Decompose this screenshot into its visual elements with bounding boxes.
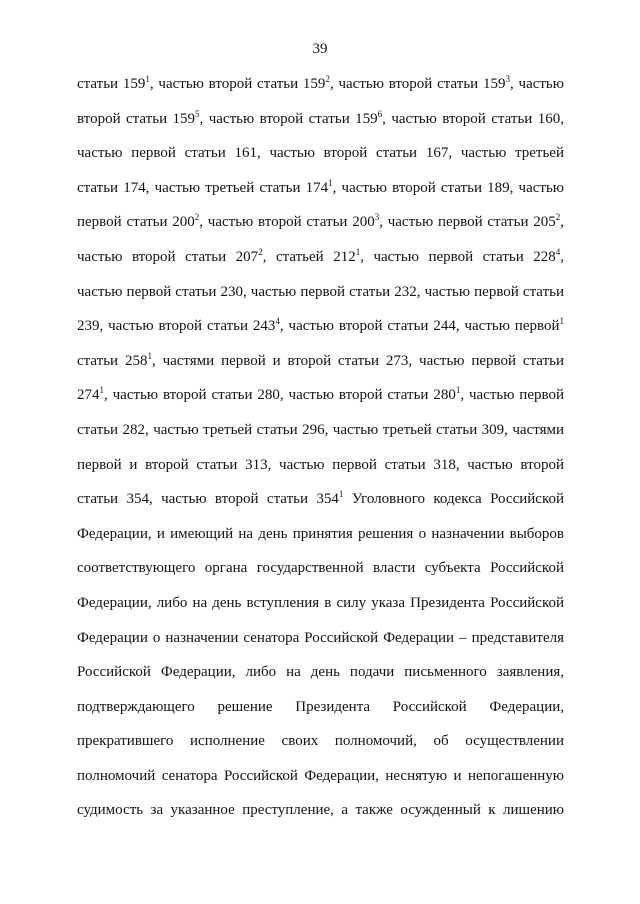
text-line [77, 108, 564, 143]
text-run: Федерации, и имеющий на день принятия решения о назначении выборов [77, 525, 564, 542]
text-run: , [560, 214, 564, 231]
superscript: 1 [145, 74, 150, 84]
text-run: Уголовного кодекса Российской [343, 491, 565, 508]
text-run: статьи 354, частью второй статьи 354 [77, 491, 339, 508]
text-line [77, 211, 564, 246]
superscript: 5 [195, 108, 200, 119]
text-run: , частью первой [460, 387, 564, 404]
text-run: , частью второй статьи 159 [329, 76, 506, 92]
text-run: , частью второй статьи 200 [199, 214, 375, 231]
text-line [77, 73, 564, 108]
text-run: , частью второй статьи 244, частью первой [279, 318, 560, 335]
superscript: 4 [555, 246, 561, 257]
text-line [77, 557, 564, 592]
text-line [77, 765, 564, 800]
text-line [77, 696, 564, 731]
text-run: , частью второй статьи 189, частью [332, 179, 564, 196]
text-run: соответствующего органа государственной власти субъекта Российской [77, 560, 564, 577]
text-line [77, 315, 564, 350]
text-line [77, 730, 564, 765]
superscript: 1 [328, 177, 333, 188]
text-run: , частью второй статьи 159 [199, 110, 378, 127]
text-run: Федерации о назначении сенатора Российской Федерации – представителя [77, 629, 564, 646]
text-line [77, 419, 564, 454]
body-text [77, 73, 564, 834]
text-run: частью второй статьи 207 [77, 248, 259, 265]
text-line [77, 592, 564, 627]
text-run: , частью второй статьи 280, частью второй статьи 280 [104, 387, 456, 404]
superscript: 2 [325, 74, 330, 84]
text-line [77, 281, 564, 316]
text-run: 239, частью второй статьи 243 [77, 318, 276, 335]
superscript: 1 [338, 489, 344, 500]
text-line [77, 523, 564, 558]
superscript: 2 [555, 212, 561, 223]
text-run: статьи 282, частью третьей статьи 296, частью третьей статьи 309, частями [77, 421, 564, 438]
text-line [77, 627, 564, 662]
text-run: , частью первой статьи 205 [379, 214, 556, 231]
superscript: 1 [559, 316, 564, 327]
text-run: Российской Федерации, либо на день подачи письменного заявления, [77, 664, 564, 681]
text-run: , частью первой статьи 228 [360, 248, 556, 265]
text-run: , частями первой и второй статьи 273, частью первой статьи [151, 352, 564, 369]
text-run: первой статьи 200 [77, 214, 195, 231]
superscript: 3 [374, 212, 380, 223]
text-run: , частью [509, 76, 564, 92]
text-run: второй статьи 159 [77, 110, 196, 127]
text-run: частью первой статьи 230, частью первой статьи 232, частью первой статьи [77, 283, 564, 300]
text-run: первой и второй статьи 313, частью первой статьи 318, частью второй [77, 456, 564, 473]
page-number: 39 [312, 41, 328, 57]
text-run: статьи 258 [77, 352, 148, 369]
text-run: полномочий сенатора Российской Федерации, неснятую и непогашенную [77, 767, 564, 784]
text-line [77, 454, 564, 489]
superscript: 6 [377, 108, 383, 119]
text-line [77, 350, 564, 385]
text-run: , [560, 248, 565, 265]
text-run: судимость за указанное преступление, а также осужденный к лишению [77, 802, 564, 819]
superscript: 1 [147, 350, 152, 361]
text-run: подтверждающего решение Президента Российской Федерации, [77, 698, 564, 715]
superscript: 4 [275, 316, 280, 327]
superscript: 2 [258, 246, 263, 257]
text-line [77, 488, 564, 523]
superscript: 1 [455, 385, 461, 396]
text-run: , статьей 212 [262, 248, 356, 265]
text-run: статьи 159 [77, 76, 146, 92]
text-line [77, 384, 564, 419]
text-run: частью первой статьи 161, частью второй статьи 167, частью третьей [77, 145, 564, 162]
text-line [77, 246, 564, 281]
text-line [77, 661, 564, 696]
text-run: статьи 174, частью третьей статьи 174 [77, 179, 329, 196]
text-run: , частью второй статьи 159 [149, 76, 326, 92]
superscript: 1 [355, 246, 361, 257]
text-line [77, 799, 564, 834]
text-run: Федерации, либо на день вступления в силу указа Президента Российской [77, 594, 564, 611]
superscript: 1 [99, 385, 104, 396]
superscript: 3 [505, 74, 510, 84]
text-run: , частью второй статьи 160, [382, 110, 565, 127]
text-run: прекратившего исполнение своих полномочий, об осуществлении [77, 733, 564, 750]
text-line [77, 142, 564, 177]
text-run: 274 [77, 387, 100, 404]
superscript: 2 [194, 212, 200, 223]
text-line [77, 177, 564, 212]
